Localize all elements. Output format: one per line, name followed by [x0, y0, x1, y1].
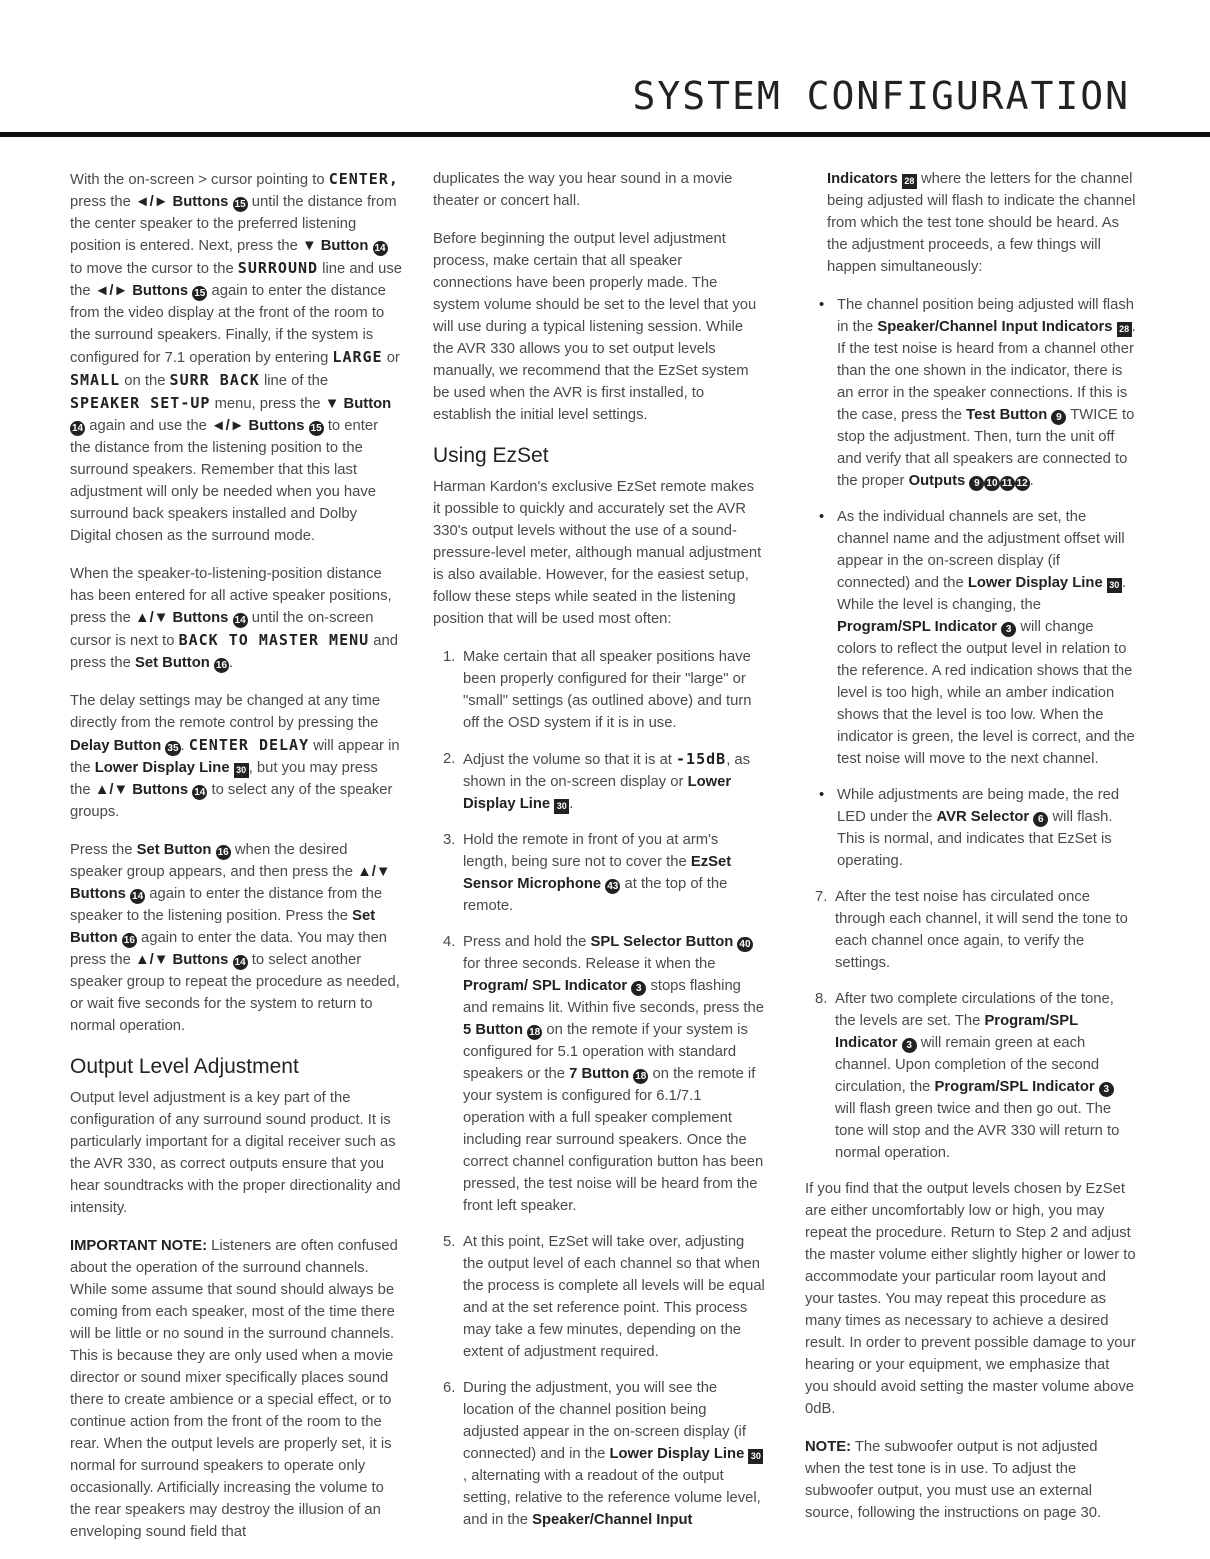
callout-icon: 16: [217, 847, 229, 858]
paragraph: The delay settings may be changed at any time directly from the remote control by pressing the Delay Button 35 . CENTER DELAY will appear in the Lower Display Line 30 , but you may press the ▲/▼ Buttons 14 to select any of the speaker groups.: [70, 693, 400, 820]
list-item: 5. At this point, EzSet will take over, adjusting the output level of each channel so that when the process is complete all levels will be equal and at the set reference point. This process may take a few minutes, depending on the extent of adjustment required.: [443, 1234, 765, 1360]
callout-icon: 14: [374, 243, 386, 254]
callout-icon: 3: [902, 1038, 917, 1053]
paragraph: NOTE: The subwoofer output is not adjusted when the test tone is in use. To adjust the subwoofer output, you must use an external source, following the instructions on page 30.: [805, 1439, 1102, 1521]
paragraph: Indicators 28 where the letters for the channel being adjusted will flash to indicate the channel from which the test tone should be heard. As the adjustment proceeds, a few things will happen simultaneously:: [827, 171, 1136, 275]
callout-icon: 35: [167, 743, 179, 754]
list-item: • As the individual channels are set, the channel name and the adjustment offset will appear in the on-screen display (if connected) and the Lower Display Line 30 . While the level is changing, the Program/SPL Indicator 3 will change colors to reflect the output level in relation to the reference. A red indication shows that the level is too high, while an amber indication shows that the level is too low. When the indicator is green, the level is correct, and the test noise will move to the next channel.: [805, 506, 1137, 770]
paragraph: duplicates the way you hear sound in a movie theater or concert hall.: [433, 171, 733, 209]
paragraph: With the on-screen > cursor pointing to CENTER, press the ◄/► Buttons 15 until the distance from the center speaker to the preferred listening position is entered. Next, press the ▼ Button 14 to move the cursor to the SURROUND line and use the ◄/► Buttons 15 again to enter the distance from the video display at the front of the room to the surround speakers. Finally, if the system is configured for 7.1 operation by entering LARGE or SMALL on the SURR BACK line of the SPEAKER SET-UP menu, press the ▼ Button 14 again and use the ◄/► Buttons 15 to enter the distance from the listening position to the surround speakers. Remember that this last adjustment will only be needed when you have surround back speakers installed and Dolby Digital chosen as the surround mode.: [70, 170, 402, 544]
list-item: • While adjustments are being made, the red LED under the AVR Selector 6 will flash. This is normal, and indicates that EzSet is operating.: [805, 784, 1137, 872]
display-callout-icon: 30: [554, 799, 569, 814]
callout-icon: 14: [132, 891, 144, 902]
list-item: 7. After the test noise has circulated once through each channel, it will send the tone to each channel once again, to verify the settings.: [815, 889, 1128, 971]
callout-icon: 16: [215, 660, 228, 671]
callout-icon: 16: [123, 935, 135, 946]
callout-icon: 11: [1000, 476, 1015, 491]
callout-icon: 14: [234, 957, 246, 968]
callout-icon: 18: [635, 1071, 647, 1082]
display-callout-icon: 30: [234, 763, 249, 778]
column-2: [433, 168, 765, 1545]
title-rule: [0, 132, 1210, 137]
paragraph: Press the Set Button 16 when the desired speaker group appears, and then press the ▲/▼ Buttons 14 again to enter the distance from the speaker to the listening position. Press the Set Button 16 again to enter the data. You may then press the ▲/▼ Buttons 14 to select another speaker group to repeat the procedure as needed, or wait five seconds for the system to return to normal operation.: [70, 842, 400, 1034]
bullet-icon: •: [819, 509, 825, 525]
paragraph: Output level adjustment is a key part of the configuration of any surround sound product. It is particularly important for a digital receiver such as the AVR 330, as correct outputs ensure that you hear soundtracks with the proper directionality and intensity.: [70, 1090, 401, 1216]
list-item: 4. Press and hold the SPL Selector Button 40 for three seconds. Release it when the Program/ SPL Indicator 3 stops flashing and remains lit. Within five seconds, press the 5 Button 18 on the remote if your system is configured for 5.1 operation with standard speakers or the 7 Button 18 on the remote if your system is configured for 6.1/7.1 operation with a full speaker complement including rear surround speakers. Once the correct channel configuration button has been pressed, the test noise will be heard from the front left speaker.: [443, 934, 765, 1214]
list-item: 1. Make certain that all speaker positions have been properly configured for their "large" or "small" settings (as outlined above) and turn off the OSD system if it is in use.: [443, 649, 752, 731]
callout-icon: 3: [631, 981, 646, 996]
callout-icon: 14: [194, 787, 206, 798]
bullet-list: [805, 294, 1137, 872]
paragraph: Harman Kardon's exclusive EzSet remote makes it possible to quickly and accurately set the AVR 330's output levels without the use of a sound-pressure-level meter, although manual adjustment is also available. However, for the easiest setup, follow these steps while seated in the listening position that will be used most often:: [433, 479, 762, 627]
bullet-icon: •: [819, 787, 825, 803]
callout-icon: 15: [234, 199, 246, 210]
callout-icon: 18: [529, 1027, 541, 1038]
list-item: 3. Hold the remote in front of you at arm's length, being sure not to cover the EzSet Sensor Microphone 43 at the top of the remote.: [443, 832, 732, 914]
display-callout-icon: 28: [1117, 322, 1132, 337]
display-callout-icon: 28: [902, 174, 917, 189]
callout-icon: 10: [986, 478, 998, 489]
paragraph: If you find that the output levels chosen by EzSet are either uncomfortably low or high, you may repeat the procedure. Return to Step 2 and adjust the master volume either slightly higher or lower to accommodate your particular room layout and your tastes. You may repeat this procedure as many times as necessary to achieve a desired result. In order to prevent possible damage to your hearing or your equipment, we emphasize that you should avoid setting the master volume above 0dB.: [805, 1181, 1136, 1417]
callout-icon: 9: [969, 476, 984, 491]
callout-icon: 12: [1016, 478, 1028, 489]
callout-icon: 40: [739, 939, 751, 950]
callout-icon: 43: [607, 881, 619, 892]
callout-icon: 9: [1051, 410, 1066, 425]
list-item: 2. Adjust the volume so that it is at -15dB, as shown in the on-screen display or Lower Display Line 30 .: [443, 750, 751, 812]
callout-icon: 15: [310, 423, 322, 434]
display-callout-icon: 30: [1107, 578, 1122, 593]
display-callout-icon: 30: [748, 1449, 763, 1464]
section-heading: Using EzSet: [433, 444, 549, 467]
steps-list: [433, 646, 765, 1531]
callout-icon: 3: [1001, 622, 1016, 637]
list-item: 8. After two complete circulations of the tone, the levels are set. The Program/SPL Indicator 3 will remain green at each channel. Upon completion of the second circulation, the Program/SPL Indicator 3 will flash green twice and then go out. The tone will stop and the AVR 330 will return to normal operation.: [815, 991, 1120, 1161]
bullet-icon: •: [819, 297, 825, 313]
paragraph: Before beginning the output level adjustment process, make certain that all speaker connections have been properly made. The system volume should be set to the level that you will use during a typical listening session. While the AVR 330 allows you to set output levels manually, we recommend that the EzSet system be used when the AVR is first installed, to establish the initial level settings.: [433, 231, 757, 423]
callout-icon: 6: [1033, 812, 1048, 827]
paragraph: When the speaker-to-listening-position distance has been entered for all active speaker positions, press the ▲/▼ Buttons 14 until the on-screen cursor is next to BACK TO MASTER MENU and press the Set Button 16 .: [70, 566, 398, 671]
callout-icon: 14: [234, 615, 246, 626]
page-title: SYSTEM CONFIGURATION: [632, 74, 1130, 118]
callout-icon: 3: [1099, 1082, 1114, 1097]
section-heading: Output Level Adjustment: [70, 1055, 299, 1078]
paragraph: IMPORTANT NOTE: Listeners are often confused about the operation of the surround channels. While some assume that sound should always be coming from each speaker, most of the time there will be little or no sound in the surround channels. This is because they are only used when a movie director or sound mixer specifically places sound there to create ambience or a special effect, or to continue action from the front of the room to the rear. When the output levels are properly set, it is normal for surround speakers to operate only occasionally. Artificially increasing the volume to the rear speakers may destroy the illusion of an enveloping sound field that: [70, 1238, 398, 1540]
callout-icon: 14: [72, 423, 84, 434]
column-1: [70, 168, 402, 1559]
steps-list: [805, 886, 1137, 1164]
column-3: [805, 168, 1137, 1540]
list-item: • The channel position being adjusted will flash in the Speaker/Channel Input Indicators 28 . If the test noise is heard from a channel other than the one shown in the indicator, there is an error in the speaker connections. If this is the case, press the Test Button 9 TWICE to stop the adjustment. Then, turn the unit off and verify that all speakers are connected to the proper Outputs 9 10 11 12 .: [805, 294, 1137, 492]
callout-icon: 15: [194, 288, 206, 299]
list-item: 6. During the adjustment, you will see the location of the channel position being adjusted appear in the on-screen display (if connected) and in the Lower Display Line 30, alternating with a readout of the output setting, relative to the reference volume level, and in the Speaker/Channel Input: [433, 1377, 765, 1531]
